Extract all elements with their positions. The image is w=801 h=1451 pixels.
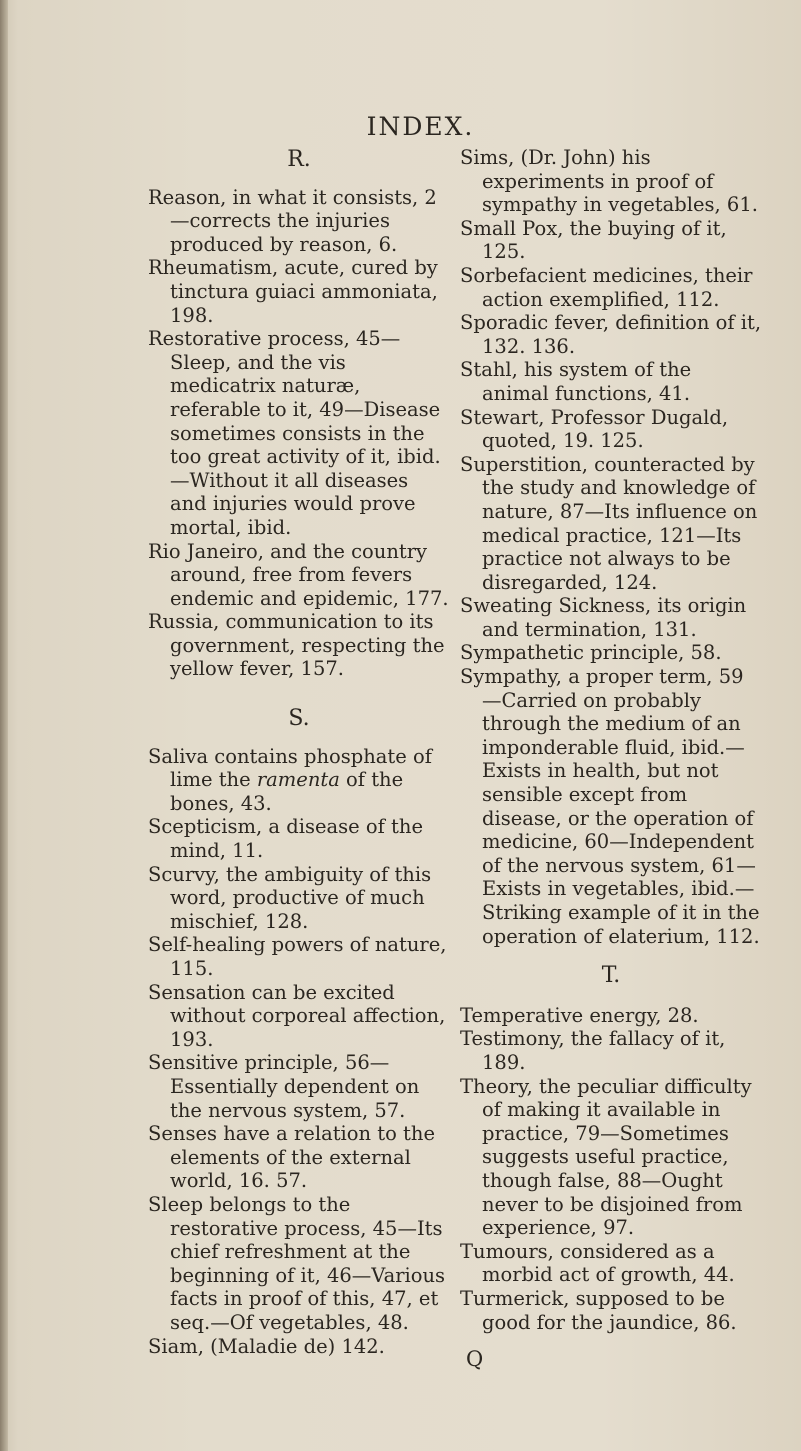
index-entry: Restorative process, 45—Sleep, and the vis medicatrix naturæ, referable to it, 49—Disease sometimes consists in the too great activity of it, ibid.—Without it all diseases and injuries would prove mortal, ibid. <box>148 327 441 539</box>
section-letter-t: T. <box>601 963 621 989</box>
index-entry: Theory, the peculiar difficulty of making it available in practice, 79—Sometimes suggests useful practice, though false, 88—Ought never to be disjoined from experience, 97. <box>460 1074 752 1240</box>
index-entry: Rio Janeiro, and the country around, free from fevers endemic and epidemic, 177. <box>148 539 449 610</box>
left-column <box>148 140 450 1358</box>
entry-text: Saliva contains phosphate of lime the <box>148 744 432 792</box>
index-entry: Sweating Sickness, its origin and termination, 131. <box>460 594 747 641</box>
index-entry: Sensation can be excited without corporeal affection, 193. <box>148 980 446 1051</box>
entry-text: of the bones, 43. <box>170 768 404 815</box>
section-letter-s: S. <box>288 706 310 732</box>
index-entry: Testimony, the fallacy of it, 189. <box>460 1027 726 1074</box>
index-entry: Russia, communication to its government, respecting the yellow fever, 157. <box>148 610 445 681</box>
index-entry-saliva <box>148 745 450 816</box>
index-entry: Rheumatism, acute, cured by tinctura guiaci ammoniata, 198. <box>148 256 438 327</box>
index-entry: Stewart, Professor Dugald, quoted, 19. 125. <box>460 405 729 453</box>
index-entry: Temperative energy, 28. <box>460 1003 699 1027</box>
book-spine-shadow <box>0 0 8 1451</box>
index-entry: Sims, (Dr. John) his experiments in proof of sympathy in vegetables, 61. <box>460 146 758 217</box>
section-letter-r: R. <box>287 147 311 172</box>
index-entry: Small Pox, the buying of it, 125. <box>460 216 727 264</box>
index-entry: Sympathy, a proper term, 59—Carried on probably through the medium of an imponderable fluid, ibid.—Exists in health, but not sensible except from disease, or the operation of medicine, 60—Independent of the nervous system, 61—Exists in vegetables, ibid.—Striking example of it in the operation of elaterium, 112. <box>460 665 760 948</box>
index-entry: Senses have a relation to the elements of the external world, 16. 57. <box>148 1122 435 1193</box>
signature-mark: Q <box>466 1347 484 1372</box>
index-entry: Scurvy, the ambiguity of this word, productive of much mischief, 128. <box>148 862 432 933</box>
index-entry: Superstition, counteracted by the study and knowledge of nature, 87—Its influence on medical practice, 121—Its practice not always to be disregarded, 124. <box>460 452 758 594</box>
index-entry: Sensitive principle, 56—Essentially dependent on the nervous system, 57. <box>148 1051 420 1122</box>
index-entry: Sorbefacient medicines, their action exemplified, 112. <box>460 263 753 311</box>
page-header: INDEX. <box>366 112 475 141</box>
index-entry: Stahl, his system of the animal functions, 41. <box>460 358 692 405</box>
index-entry: Reason, in what it consists, 2—corrects the injuries produced by reason, 6. <box>148 185 437 256</box>
index-entry: Tumours, considered as a morbid act of growth, 44. <box>460 1239 735 1287</box>
index-entry: Sporadic fever, definition of it, 132. 136. <box>460 311 762 358</box>
entry-italic-term: ramenta <box>256 768 340 792</box>
index-entry: Scepticism, a disease of the mind, 11. <box>148 815 423 863</box>
right-column <box>460 140 762 1372</box>
index-entry: Turmerick, supposed to be good for the jaundice, 86. <box>460 1286 737 1334</box>
index-entry: Siam, (Maladie de) 142. <box>148 1334 385 1358</box>
index-entry: Sympathetic principle, 58. <box>460 641 722 665</box>
index-entry: Sleep belongs to the restorative process, 45—Its chief refreshment at the beginning of it, 46—Various facts in proof of this, 47, et seq.—Of vegetables, 48. <box>148 1192 446 1334</box>
index-entry: Self-healing powers of nature, 115. <box>148 933 447 980</box>
